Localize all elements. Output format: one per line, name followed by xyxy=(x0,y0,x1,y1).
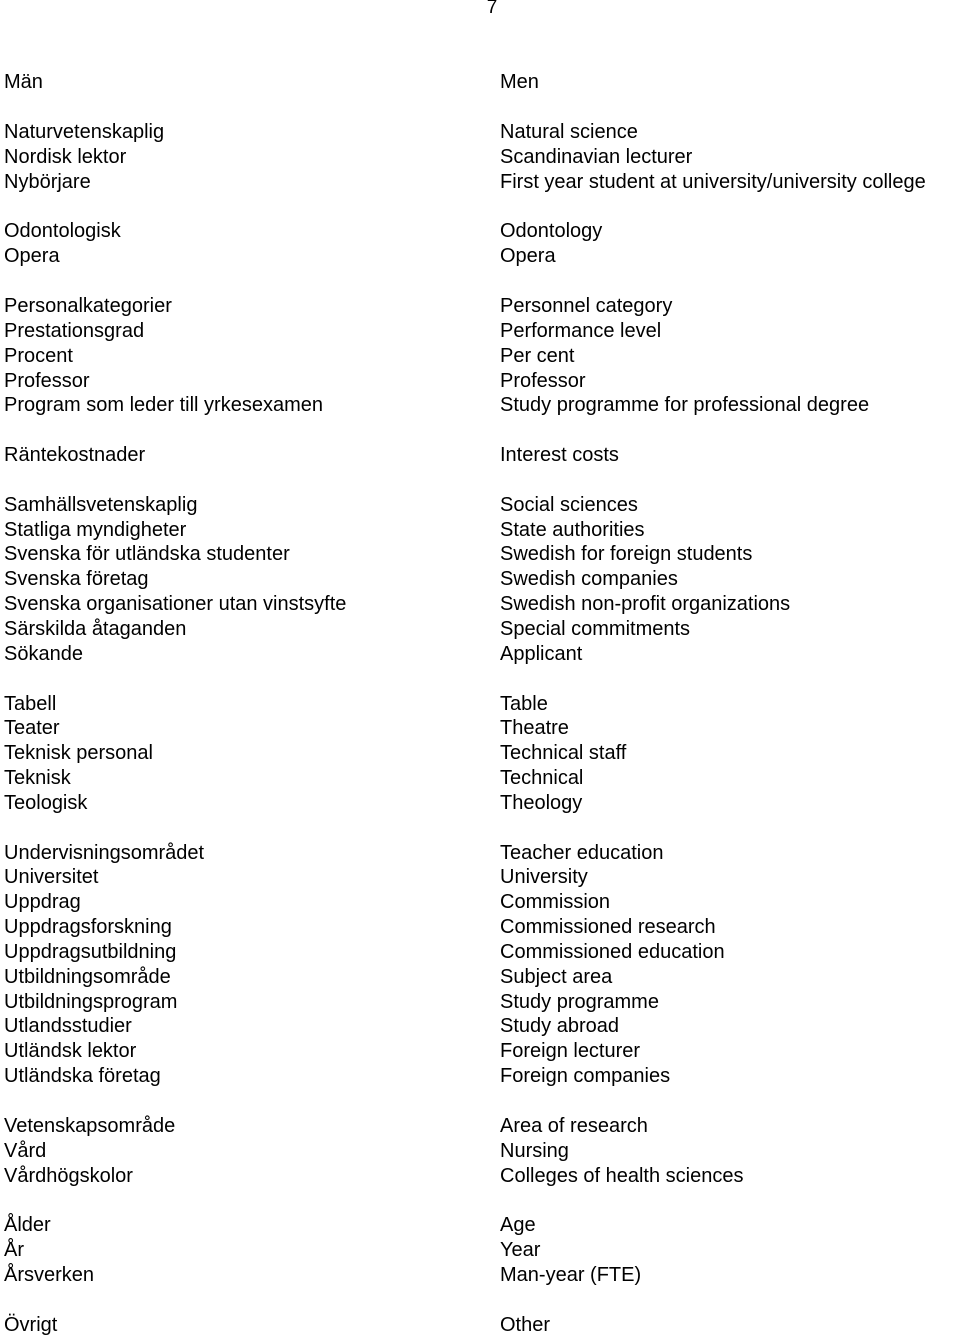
glossary-row xyxy=(4,766,960,791)
glossary-row xyxy=(4,940,960,965)
english-term: Swedish for foreign students xyxy=(500,543,753,566)
swedish-term: Professor xyxy=(4,369,90,392)
english-term: Per cent xyxy=(500,344,575,367)
swedish-term: Tabell xyxy=(4,692,57,715)
swedish-term: Årsverken xyxy=(4,1263,95,1286)
swedish-term: Universitet xyxy=(4,866,99,889)
glossary-row xyxy=(4,343,960,368)
swedish-term: Undervisningsområdet xyxy=(4,841,205,864)
swedish-term: Nybörjare xyxy=(4,170,91,193)
english-term: Other xyxy=(500,1313,551,1336)
swedish-term: Teater xyxy=(4,717,60,740)
swedish-term: Nordisk lektor xyxy=(4,145,127,168)
glossary-row xyxy=(4,915,960,940)
glossary-row xyxy=(4,1039,960,1064)
english-term: Odontology xyxy=(500,220,603,243)
english-term: Study programme xyxy=(500,990,659,1013)
english-term: Technical xyxy=(500,767,584,790)
swedish-term: Svenska företag xyxy=(4,568,149,591)
english-term: Theatre xyxy=(500,717,569,740)
english-term: Commission xyxy=(500,891,611,914)
english-term: Opera xyxy=(500,245,556,268)
glossary-row xyxy=(4,1138,960,1163)
group-spacer xyxy=(4,194,960,219)
swedish-term: Utlandsstudier xyxy=(4,1015,132,1038)
swedish-term: Vård xyxy=(4,1139,47,1162)
glossary-row xyxy=(4,542,960,567)
swedish-term: Program som leder till yrkesexamen xyxy=(4,394,323,417)
swedish-term: Prestationsgrad xyxy=(4,319,145,342)
swedish-term: Utbildningsprogram xyxy=(4,990,178,1013)
english-term: Teacher education xyxy=(500,841,664,864)
english-term: First year student at university/university college xyxy=(500,170,926,193)
glossary-row xyxy=(4,1238,960,1263)
english-term: Area of research xyxy=(500,1114,648,1137)
glossary-row xyxy=(4,1163,960,1188)
glossary-row xyxy=(4,691,960,716)
swedish-term: Procent xyxy=(4,344,73,367)
group-spacer xyxy=(4,815,960,840)
glossary-row xyxy=(4,443,960,468)
glossary-header-row xyxy=(4,70,960,95)
swedish-term: Teologisk xyxy=(4,791,88,814)
swedish-term: Utbildningsområde xyxy=(4,965,171,988)
glossary-row xyxy=(4,865,960,890)
group-spacer xyxy=(4,95,960,120)
glossary-row xyxy=(4,244,960,269)
group-spacer xyxy=(4,1287,960,1312)
glossary-row xyxy=(4,989,960,1014)
glossary-row xyxy=(4,1113,960,1138)
glossary-row xyxy=(4,617,960,642)
english-term: Year xyxy=(500,1239,541,1262)
english-term: Foreign companies xyxy=(500,1065,671,1088)
swedish-term: Vetenskapsområde xyxy=(4,1114,176,1137)
swedish-term: Personalkategorier xyxy=(4,295,172,318)
english-term: Subject area xyxy=(500,965,613,988)
glossary-row xyxy=(4,964,960,989)
english-term: Personnel category xyxy=(500,295,673,318)
glossary-row xyxy=(4,790,960,815)
swedish-term: Statliga myndigheter xyxy=(4,518,187,541)
glossary-row xyxy=(4,145,960,170)
swedish-term: Teknisk personal xyxy=(4,742,153,765)
glossary-row xyxy=(4,1014,960,1039)
glossary-row xyxy=(4,592,960,617)
english-term: Age xyxy=(500,1214,536,1237)
english-term: Foreign lecturer xyxy=(500,1040,641,1063)
glossary-row xyxy=(4,318,960,343)
glossary-row xyxy=(4,120,960,145)
english-term: Table xyxy=(500,692,548,715)
swedish-term: Sökande xyxy=(4,642,83,665)
swedish-term: Räntekostnader xyxy=(4,444,146,467)
swedish-term: Utländsk lektor xyxy=(4,1040,137,1063)
english-term: Scandinavian lecturer xyxy=(500,145,693,168)
english-term: Swedish non-profit organizations xyxy=(500,593,791,616)
english-term: Colleges of health sciences xyxy=(500,1164,744,1187)
english-term: Theology xyxy=(500,791,583,814)
glossary-row xyxy=(4,1213,960,1238)
glossary-row xyxy=(4,716,960,741)
swedish-term: Teknisk xyxy=(4,767,71,790)
page-number: 7 xyxy=(486,0,498,18)
english-term: Man-year (FTE) xyxy=(500,1263,642,1286)
english-term: Swedish companies xyxy=(500,568,678,591)
swedish-term: Uppdrag xyxy=(4,891,81,914)
english-term: Men xyxy=(500,71,539,94)
swedish-term: Utländska företag xyxy=(4,1065,161,1088)
english-term: Interest costs xyxy=(500,444,619,467)
group-spacer xyxy=(4,418,960,443)
swedish-term: Särskilda åtaganden xyxy=(4,617,187,640)
swedish-term: Uppdragsutbildning xyxy=(4,940,177,963)
group-spacer xyxy=(4,666,960,691)
swedish-term: Övrigt xyxy=(4,1313,58,1336)
glossary-row xyxy=(4,492,960,517)
group-spacer xyxy=(4,1089,960,1114)
glossary-row xyxy=(4,1064,960,1089)
english-term: Applicant xyxy=(500,642,583,665)
swedish-term: Vårdhögskolor xyxy=(4,1164,133,1187)
swedish-term: Ålder xyxy=(4,1214,51,1237)
english-term: Commissioned education xyxy=(500,940,725,963)
glossary-row xyxy=(4,1263,960,1288)
group-spacer xyxy=(4,269,960,294)
english-term: Performance level xyxy=(500,319,662,342)
english-term: Technical staff xyxy=(500,742,627,765)
english-term: Commissioned research xyxy=(500,916,716,939)
swedish-term: Svenska organisationer utan vinstsyfte xyxy=(4,593,347,616)
swedish-term: Odontologisk xyxy=(4,220,121,243)
glossary-row xyxy=(4,741,960,766)
glossary-row xyxy=(4,294,960,319)
glossary-row xyxy=(4,368,960,393)
swedish-term: Män xyxy=(4,71,43,94)
glossary-row xyxy=(4,393,960,418)
swedish-term: Naturvetenskaplig xyxy=(4,121,165,144)
swedish-term: Opera xyxy=(4,245,60,268)
english-term: Special commitments xyxy=(500,617,691,640)
english-term: Nursing xyxy=(500,1139,569,1162)
glossary-row xyxy=(4,567,960,592)
english-term: Study programme for professional degree xyxy=(500,394,870,417)
glossary-row xyxy=(4,840,960,865)
glossary-row xyxy=(4,169,960,194)
swedish-term: Svenska för utländska studenter xyxy=(4,543,290,566)
english-term: State authorities xyxy=(500,518,645,541)
glossary-row xyxy=(4,1312,960,1337)
english-term: University xyxy=(500,866,588,889)
english-term: Social sciences xyxy=(500,493,638,516)
swedish-term: Samhällsvetenskaplig xyxy=(4,493,198,516)
english-term: Natural science xyxy=(500,121,638,144)
group-spacer xyxy=(4,468,960,493)
group-spacer xyxy=(4,1188,960,1213)
english-term: Professor xyxy=(500,369,586,392)
glossary-table xyxy=(4,70,960,1337)
glossary-row xyxy=(4,641,960,666)
english-term: Study abroad xyxy=(500,1015,619,1038)
swedish-term: År xyxy=(4,1239,24,1262)
glossary-row xyxy=(4,890,960,915)
swedish-term: Uppdragsforskning xyxy=(4,916,172,939)
glossary-row xyxy=(4,219,960,244)
glossary-row xyxy=(4,517,960,542)
